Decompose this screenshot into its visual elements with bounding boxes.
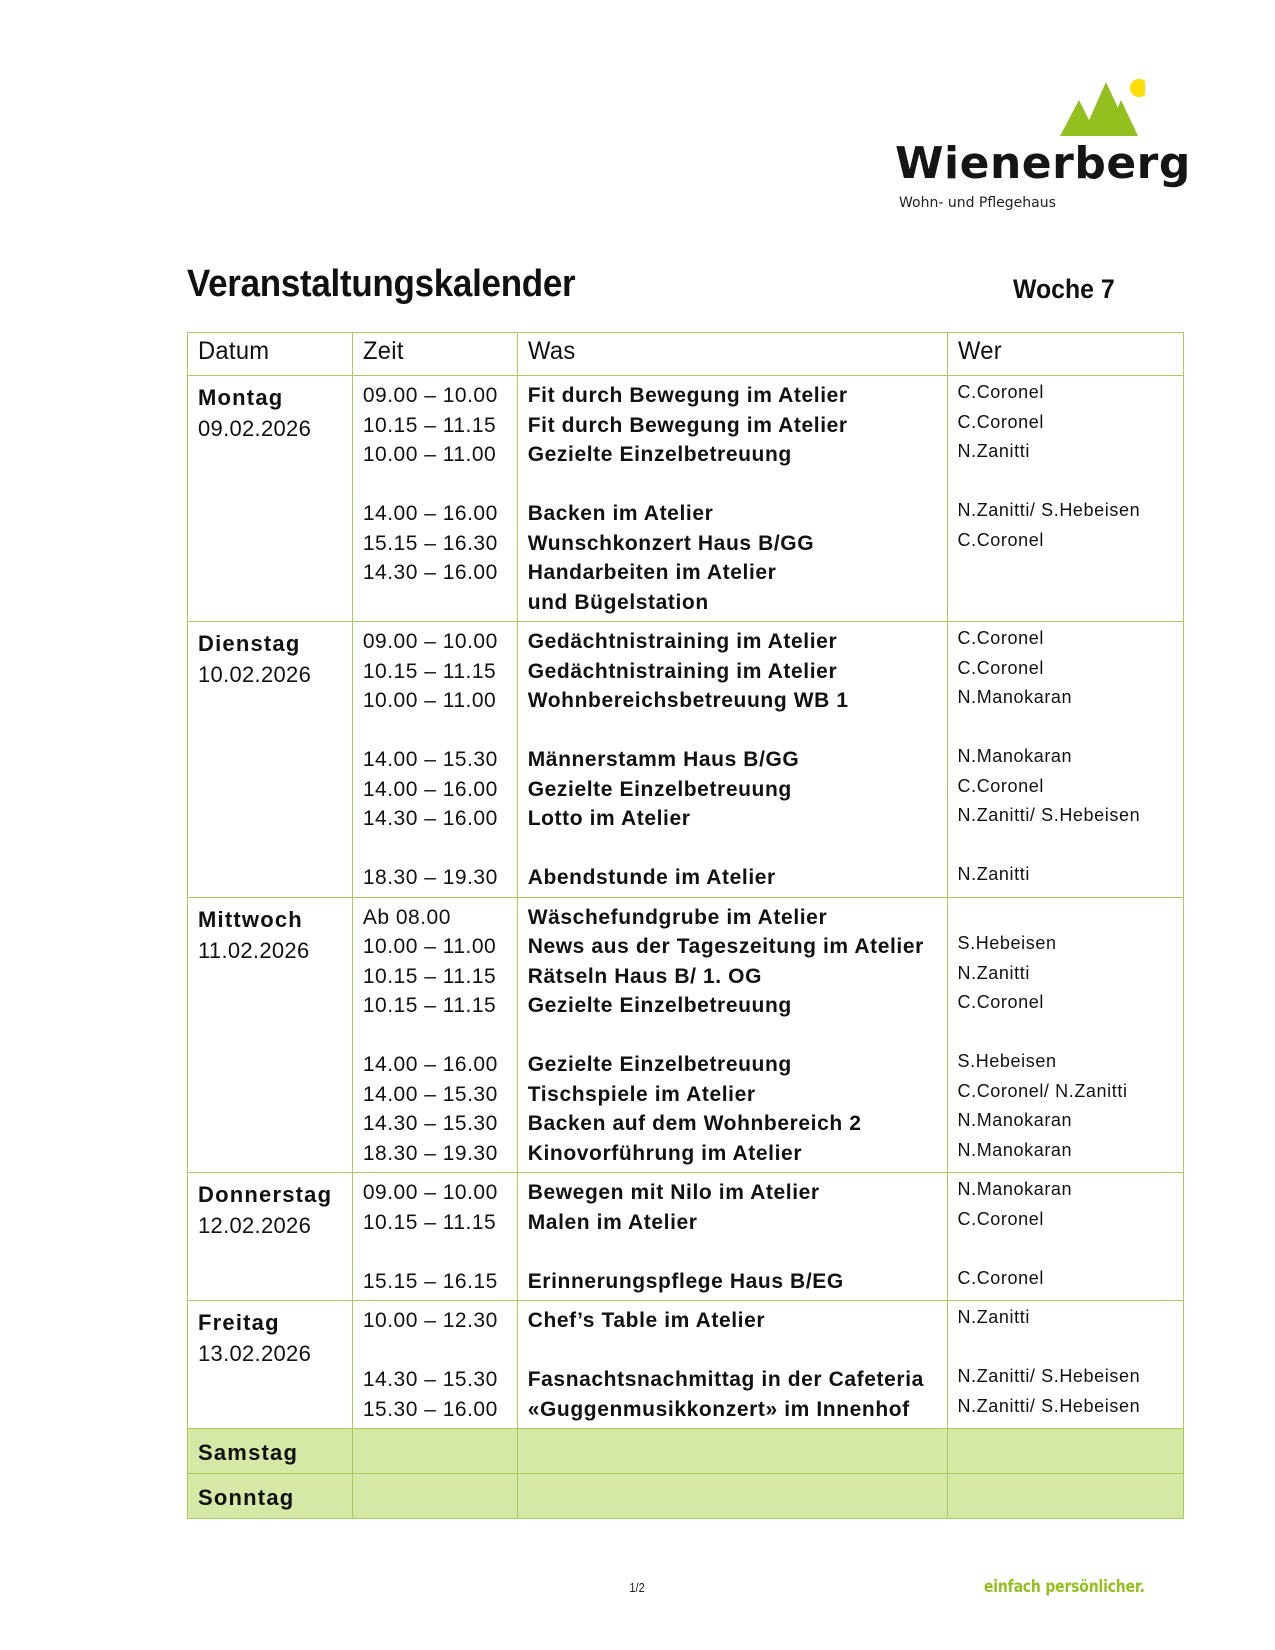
- event-time: 14.00 – 15.30: [362, 1082, 498, 1106]
- day-cell: [188, 897, 353, 1173]
- event-time: 14.30 – 16.00: [362, 807, 498, 830]
- event-staff: N.Zanitti: [957, 1307, 1030, 1327]
- event-title: Gezielte Einzelbetreuung: [527, 1053, 792, 1076]
- activity-cell: [517, 1173, 947, 1301]
- event-time: 10.15 – 11.15: [362, 994, 497, 1017]
- event-staff: S.Hebeisen: [957, 933, 1057, 953]
- activity-cell: [517, 376, 947, 622]
- weekend-row: [188, 1429, 1184, 1474]
- event-time: 10.15 – 11.15: [362, 659, 497, 683]
- event-title: Wunschkonzert Haus B/GG: [527, 531, 815, 555]
- event-staff: C.Coronel: [957, 657, 1044, 678]
- logo-name: Wienerberg: [895, 138, 1191, 189]
- event-staff: N.Manokaran: [957, 1139, 1073, 1160]
- event-staff: N.Zanitti: [957, 864, 1030, 884]
- empty-cell: [352, 1474, 517, 1519]
- footer-tagline: einfach persönlicher.: [984, 1577, 1145, 1597]
- event-title: Männerstamm Haus B/GG: [527, 748, 800, 771]
- event-time: [363, 716, 507, 746]
- header-label: Wer: [957, 337, 1002, 365]
- event-staff: [958, 555, 1174, 585]
- logo-subtitle: Wohn- und Pflegehaus: [899, 195, 1056, 211]
- event-staff: C.Coronel: [957, 529, 1044, 550]
- event-time: 15.15 – 16.30: [362, 531, 498, 555]
- event-time: 14.00 – 15.30: [362, 748, 498, 771]
- activity-cell: [517, 897, 947, 1173]
- time-cell: [352, 1173, 517, 1301]
- event-title: Rätseln Haus B/ 1. OG: [527, 964, 763, 988]
- event-time: 14.00 – 16.00: [362, 777, 498, 801]
- event-title: Lotto im Atelier: [527, 807, 691, 830]
- event-title: Handarbeiten im Atelier: [527, 561, 777, 584]
- event-title: [528, 1021, 937, 1051]
- column-header-was: [517, 333, 947, 376]
- event-staff: C.Coronel: [957, 992, 1044, 1012]
- event-staff: [958, 900, 1174, 930]
- event-staff: C.Coronel: [957, 775, 1044, 796]
- event-title: Fasnachtsnachmittag in der Cafeteria: [527, 1368, 924, 1391]
- event-calendar-table: [187, 332, 1184, 1519]
- day-cell: [188, 622, 353, 898]
- event-staff: C.Coronel: [957, 1267, 1044, 1288]
- event-staff: N.Zanitti: [957, 962, 1030, 983]
- event-title: Tischspiele im Atelier: [527, 1082, 756, 1106]
- event-time: 09.00 – 10.00: [362, 384, 498, 407]
- day-name: Donnerstag: [198, 1182, 333, 1207]
- staff-cell: [947, 622, 1184, 898]
- event-time: 18.30 – 19.30: [362, 866, 498, 889]
- time-cell: [352, 1301, 517, 1429]
- event-title: [528, 470, 937, 500]
- day-name: Freitag: [198, 1310, 280, 1335]
- day-cell: [188, 1474, 353, 1519]
- mountains-sun-icon: [1055, 78, 1145, 138]
- staff-cell: [947, 376, 1184, 622]
- table-header-row: [188, 333, 1184, 376]
- day-name: Mittwoch: [198, 906, 303, 932]
- header-label: Datum: [198, 337, 270, 365]
- day-name: Montag: [198, 385, 284, 410]
- empty-cell: [947, 1474, 1184, 1519]
- event-title: Gezielte Einzelbetreuung: [527, 777, 792, 801]
- event-staff: C.Coronel: [957, 411, 1044, 432]
- event-title: Gezielte Einzelbetreuung: [527, 443, 792, 466]
- activity-cell: [517, 1301, 947, 1429]
- column-header-datum: [188, 333, 353, 376]
- event-title: News aus der Tageszeitung im Atelier: [527, 935, 924, 958]
- event-staff: N.Manokaran: [957, 1179, 1073, 1199]
- staff-cell: [947, 1173, 1184, 1301]
- event-title: [528, 1237, 937, 1267]
- event-title: Backen im Atelier: [527, 502, 714, 525]
- event-staff: [958, 1018, 1174, 1048]
- weekend-row: [188, 1474, 1184, 1519]
- day-row: [188, 1301, 1184, 1429]
- event-staff: [958, 1234, 1174, 1264]
- event-staff: N.Zanitti/ S.Hebeisen: [957, 805, 1141, 825]
- event-title: und Bügelstation: [527, 590, 709, 614]
- event-title: [528, 716, 937, 746]
- day-cell: [188, 1429, 353, 1474]
- event-title: Malen im Atelier: [527, 1210, 698, 1234]
- page-number: 1/2: [629, 1580, 645, 1595]
- logo: [895, 78, 1191, 218]
- event-title: Wäschefundgrube im Atelier: [527, 905, 828, 929]
- column-header-wer: [947, 333, 1184, 376]
- day-date: 09.02.2026: [198, 416, 312, 441]
- event-title: [528, 1336, 937, 1366]
- event-title: «Guggenmusikkonzert» im Innenhof: [527, 1397, 910, 1421]
- event-staff: N.Zanitti: [957, 441, 1030, 461]
- event-staff: [958, 831, 1174, 861]
- event-time: 10.15 – 11.15: [362, 1210, 497, 1234]
- event-time: 10.00 – 11.00: [362, 935, 497, 958]
- event-staff: N.Zanitti/ S.Hebeisen: [957, 500, 1141, 520]
- event-title: Chef’s Table im Atelier: [527, 1309, 766, 1332]
- event-time: 09.00 – 10.00: [362, 1181, 498, 1204]
- event-time: Ab 08.00: [362, 905, 451, 929]
- day-row: [188, 897, 1184, 1173]
- event-staff: N.Manokaran: [957, 746, 1073, 766]
- event-time: 14.00 – 16.00: [362, 1053, 498, 1076]
- empty-cell: [947, 1429, 1184, 1474]
- event-title: Abendstunde im Atelier: [527, 866, 776, 889]
- event-title: Bewegen mit Nilo im Atelier: [527, 1181, 820, 1204]
- event-title: Fit durch Bewegung im Atelier: [527, 384, 848, 407]
- event-staff: [958, 713, 1174, 743]
- event-time: 15.15 – 16.15: [362, 1269, 498, 1293]
- day-name: Dienstag: [198, 631, 301, 656]
- activity-cell: [517, 622, 947, 898]
- column-header-zeit: [352, 333, 517, 376]
- header-label: Zeit: [362, 337, 404, 365]
- event-staff: C.Coronel: [957, 628, 1044, 648]
- page-title: Veranstaltungskalender: [187, 263, 576, 305]
- event-staff: [958, 585, 1174, 615]
- empty-cell: [517, 1474, 947, 1519]
- event-time: 10.15 – 11.15: [362, 964, 497, 988]
- day-date: 12.02.2026: [198, 1213, 312, 1238]
- day-row: [188, 622, 1184, 898]
- event-time: [363, 834, 507, 864]
- event-staff: N.Manokaran: [957, 687, 1073, 707]
- event-time: 10.15 – 11.15: [362, 413, 497, 437]
- event-time: 15.30 – 16.00: [362, 1397, 498, 1421]
- week-label: Woche 7: [1013, 274, 1115, 304]
- event-time: [363, 1021, 507, 1051]
- event-title: Gedächtnistraining im Atelier: [527, 630, 838, 653]
- time-cell: [352, 376, 517, 622]
- time-cell: [352, 622, 517, 898]
- event-staff: S.Hebeisen: [957, 1051, 1057, 1071]
- day-row: [188, 1173, 1184, 1301]
- day-cell: [188, 1301, 353, 1429]
- event-time: 18.30 – 19.30: [362, 1141, 498, 1165]
- event-staff: N.Zanitti/ S.Hebeisen: [957, 1366, 1141, 1386]
- day-cell: [188, 376, 353, 622]
- event-time: 10.00 – 12.30: [362, 1309, 498, 1332]
- event-title: Kinovorführung im Atelier: [527, 1141, 803, 1165]
- day-name: Samstag: [198, 1440, 299, 1465]
- staff-cell: [947, 1301, 1184, 1429]
- event-staff: C.Coronel: [957, 382, 1044, 402]
- event-time: 10.00 – 11.00: [362, 689, 497, 712]
- event-time: 09.00 – 10.00: [362, 630, 498, 653]
- event-time: 10.00 – 11.00: [362, 443, 497, 466]
- event-time: [363, 1237, 507, 1267]
- event-title: Fit durch Bewegung im Atelier: [527, 413, 848, 437]
- event-time: 14.00 – 16.00: [362, 502, 498, 525]
- empty-cell: [517, 1429, 947, 1474]
- event-staff: C.Coronel/ N.Zanitti: [957, 1080, 1128, 1101]
- event-time: [363, 470, 507, 500]
- day-row: [188, 376, 1184, 622]
- event-time: [363, 1336, 507, 1366]
- event-time: 14.30 – 15.30: [362, 1112, 498, 1135]
- event-title: Wohnbereichsbetreuung WB 1: [527, 689, 849, 712]
- event-title: Erinnerungspflege Haus B/EG: [527, 1269, 844, 1293]
- header-label: Was: [527, 337, 576, 365]
- event-staff: N.Zanitti/ S.Hebeisen: [957, 1395, 1141, 1416]
- event-staff: [958, 467, 1174, 497]
- time-cell: [352, 897, 517, 1173]
- event-staff: C.Coronel: [957, 1208, 1044, 1229]
- event-time: [363, 588, 507, 618]
- day-date: 13.02.2026: [198, 1341, 312, 1366]
- event-title: Backen auf dem Wohnbereich 2: [527, 1112, 862, 1135]
- event-title: Gezielte Einzelbetreuung: [527, 994, 792, 1017]
- day-date: 10.02.2026: [198, 662, 312, 687]
- event-title: [528, 834, 937, 864]
- event-time: 14.30 – 15.30: [362, 1368, 498, 1391]
- event-staff: [958, 1333, 1174, 1363]
- event-title: Gedächtnistraining im Atelier: [527, 659, 838, 683]
- empty-cell: [352, 1429, 517, 1474]
- event-time: 14.30 – 16.00: [362, 561, 498, 584]
- day-date: 11.02.2026: [198, 937, 310, 963]
- staff-cell: [947, 897, 1184, 1173]
- event-staff: N.Manokaran: [957, 1110, 1073, 1130]
- day-cell: [188, 1173, 353, 1301]
- day-name: Sonntag: [198, 1485, 295, 1510]
